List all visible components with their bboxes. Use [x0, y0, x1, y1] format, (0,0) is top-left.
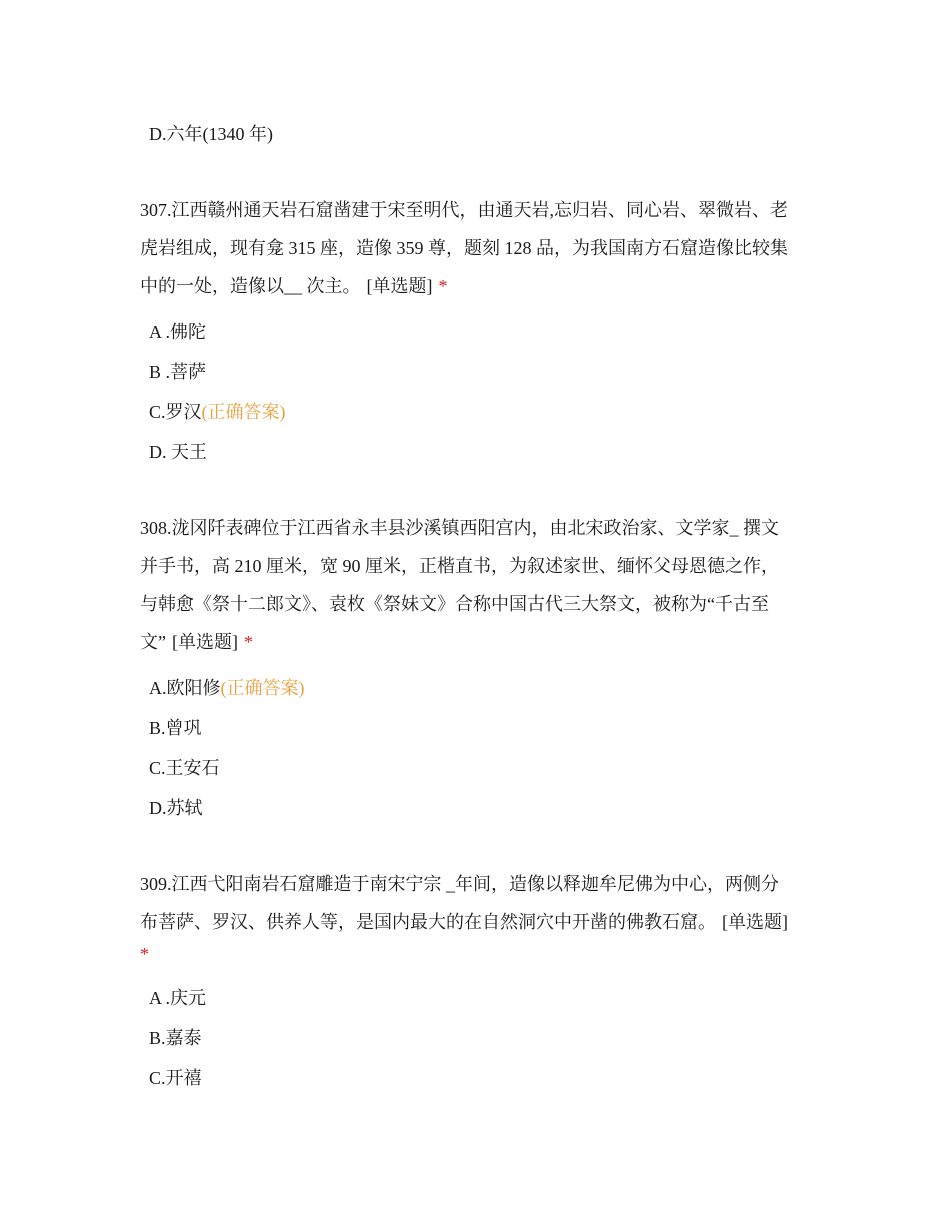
option-308-d[interactable]	[149, 796, 203, 820]
option-308-a[interactable]	[149, 676, 305, 700]
option-text: D. 天王	[149, 442, 207, 462]
option-text: A .佛陀	[149, 322, 207, 342]
option-308-b[interactable]	[149, 716, 202, 740]
option-text: C.王安石	[149, 758, 220, 778]
required-mark: *	[140, 944, 149, 964]
option-307-c[interactable]	[149, 400, 286, 424]
question-text-line	[140, 903, 820, 941]
option-308-c[interactable]	[149, 756, 220, 780]
question-type-tag: [单选题]	[722, 912, 788, 932]
option-text: B .菩萨	[149, 362, 207, 382]
question-text-tail: 文”	[140, 632, 166, 652]
question-type-tag: [单选题]	[366, 276, 433, 296]
required-mark: *	[244, 632, 253, 652]
option-309-c[interactable]	[149, 1066, 202, 1090]
question-text-line	[140, 267, 820, 305]
option-text: B.嘉泰	[149, 1028, 202, 1048]
question-type-tag: [单选题]	[172, 632, 238, 652]
question-text-line: 308.泷冈阡表碑位于江西省永丰县沙溪镇西阳宫内，由北宋政治家、文学家_ 撰文	[140, 518, 779, 538]
question-text-line: 与韩愈《祭十二郎文》、袁枚《祭妹文》合称中国古代三大祭文，被称为“千古至	[140, 594, 769, 614]
required-mark: *	[438, 276, 448, 296]
question-text-tail: 布菩萨、罗汉、供养人等，是国内最大的在自然洞穴中开凿的佛教石窟。	[140, 912, 716, 932]
option-text: B.曾巩	[149, 718, 202, 738]
question-309	[140, 865, 820, 967]
option-text: A.欧阳修	[149, 678, 221, 698]
option-309-b[interactable]	[149, 1026, 202, 1050]
option-prev-d[interactable]	[149, 122, 273, 146]
option-text: C.开禧	[149, 1068, 202, 1088]
correct-answer-label: (正确答案)	[201, 402, 286, 422]
option-307-a[interactable]	[149, 320, 206, 344]
question-text-line: 307.江西赣州通天岩石窟凿建于宋至明代，由通天岩,忘归岩、同心岩、翠微岩、老	[140, 200, 788, 220]
option-text: A .庆元	[149, 988, 207, 1008]
question-text-line: 309.江西弋阳南岩石窟雕造于南宋宁宗 _年间，造像以释迦牟尼佛为中心，两侧分	[140, 874, 779, 894]
question-text-line	[140, 623, 820, 661]
question-text-line	[140, 941, 820, 967]
option-309-a[interactable]	[149, 986, 206, 1010]
option-text: D.苏轼	[149, 798, 203, 818]
question-308	[140, 509, 820, 661]
option-307-b[interactable]	[149, 360, 206, 384]
question-text-line: 虎岩组成，现有龛 315 座，造像 359 尊，题刻 128 品，为我国南方石窟造像比较集	[140, 238, 788, 258]
option-307-d[interactable]	[149, 440, 207, 464]
question-text-line: 并手书，高 210 厘米，宽 90 厘米，正楷直书，为叙述家世、缅怀父母恩德之作，	[140, 556, 779, 576]
option-text: C.罗汉	[149, 402, 202, 422]
question-text-tail: 中的一处，造像以__ 次主。	[140, 276, 361, 296]
option-text: D.六年(1340 年)	[149, 124, 273, 144]
question-307	[140, 191, 820, 305]
correct-answer-label: (正确答案)	[220, 678, 305, 698]
